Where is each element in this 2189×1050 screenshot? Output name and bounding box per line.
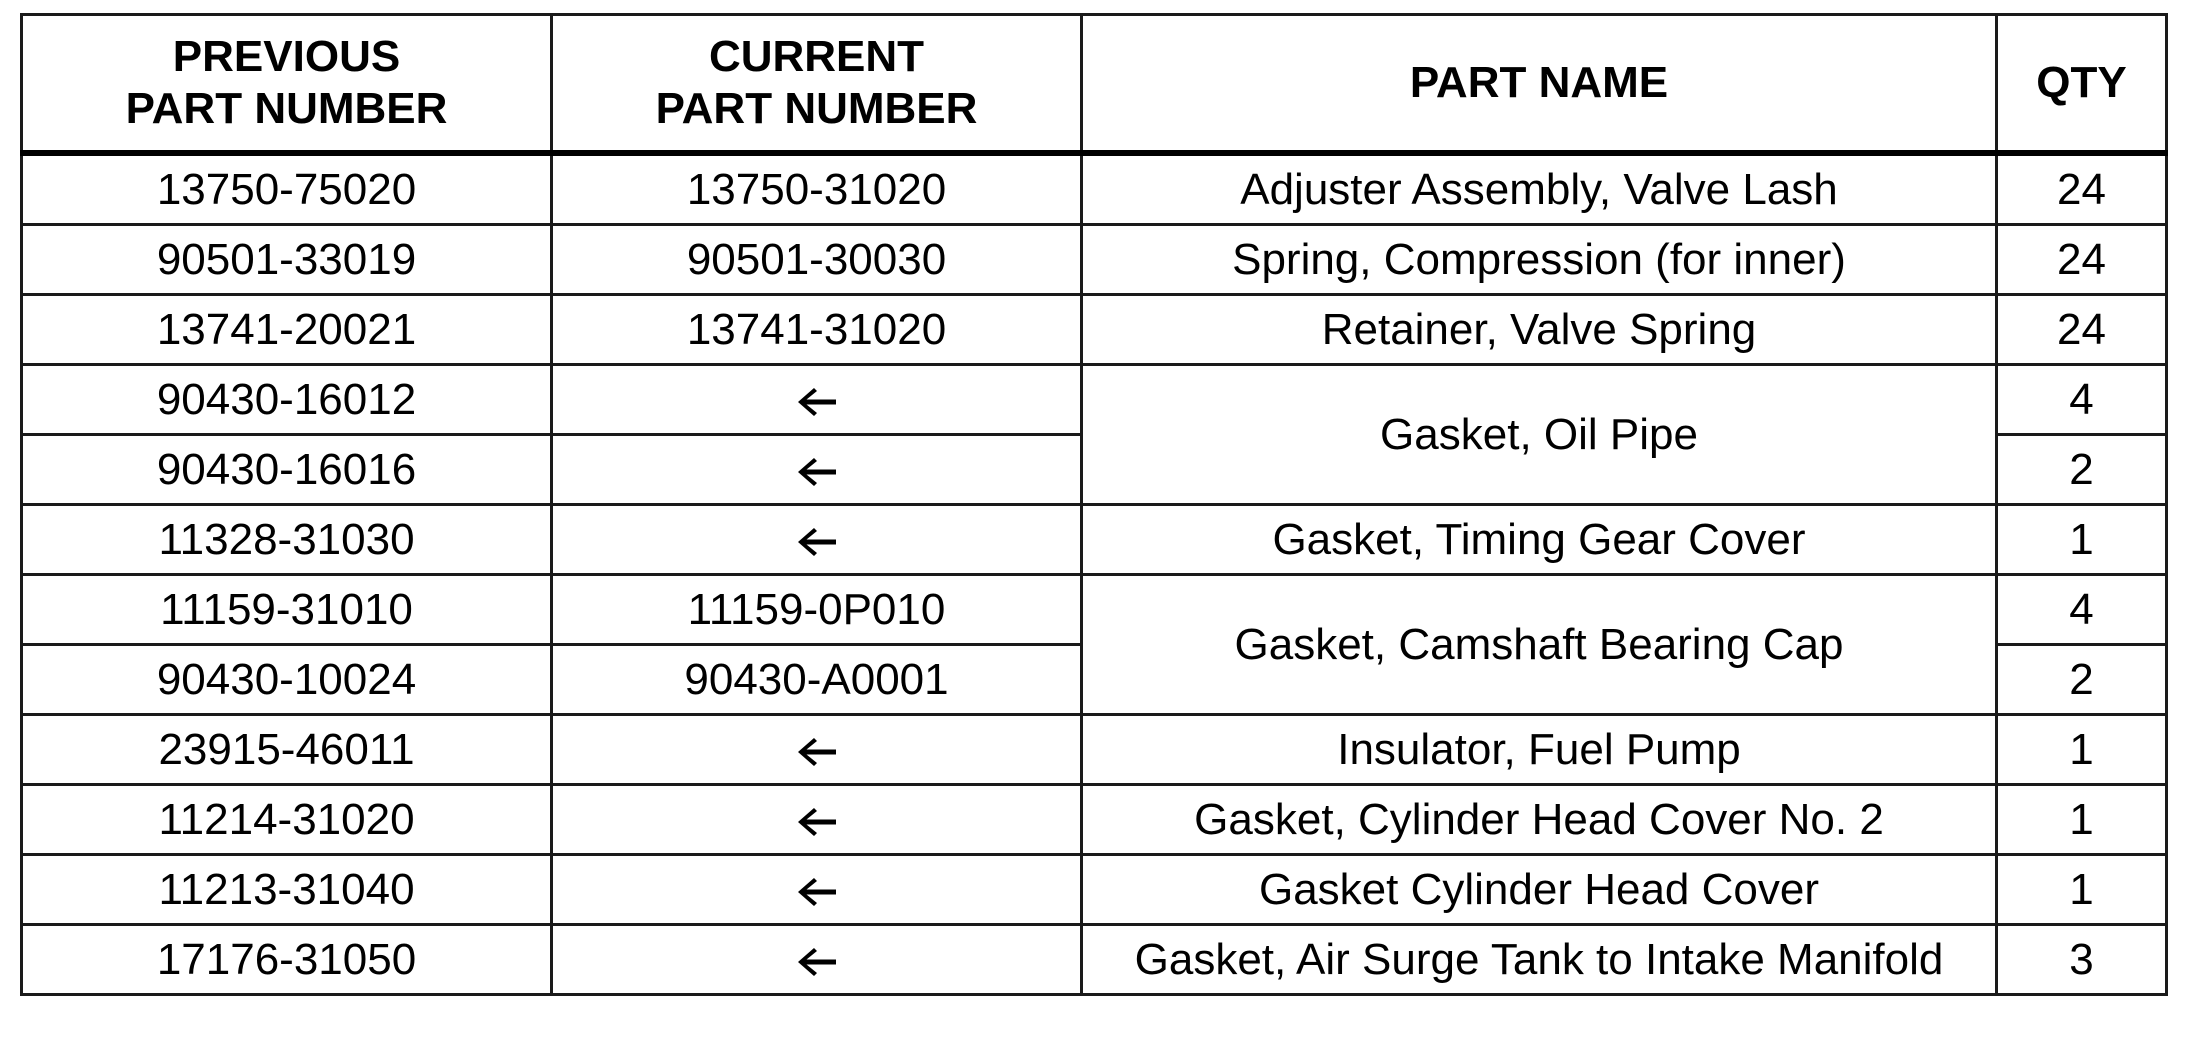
- current-part-number: 90501-30030: [552, 225, 1082, 295]
- quantity: 4: [1997, 575, 2167, 645]
- previous-part-number: 23915-46011: [22, 715, 552, 785]
- quantity: 1: [1997, 785, 2167, 855]
- current-part-number-same: [552, 505, 1082, 575]
- table-row: [22, 365, 2167, 435]
- quantity: 1: [1997, 715, 2167, 785]
- part-name: Gasket, Oil Pipe: [1082, 365, 1997, 505]
- current-part-number-same: [552, 365, 1082, 435]
- header-part-name: PART NAME: [1082, 15, 1997, 154]
- quantity: 24: [1997, 153, 2167, 225]
- left-arrow-icon: [796, 876, 838, 908]
- part-name: Retainer, Valve Spring: [1082, 295, 1997, 365]
- previous-part-number: 90430-10024: [22, 645, 552, 715]
- part-name: Gasket Cylinder Head Cover: [1082, 855, 1997, 925]
- left-arrow-icon: [796, 456, 838, 488]
- current-part-number-same: [552, 855, 1082, 925]
- quantity: 1: [1997, 855, 2167, 925]
- current-part-number: 90430-A0001: [552, 645, 1082, 715]
- quantity: 3: [1997, 925, 2167, 995]
- current-part-number-same: [552, 715, 1082, 785]
- previous-part-number: 11159-31010: [22, 575, 552, 645]
- part-name: Spring, Compression (for inner): [1082, 225, 1997, 295]
- previous-part-number: 17176-31050: [22, 925, 552, 995]
- table-row: [22, 505, 2167, 575]
- part-name: Gasket, Camshaft Bearing Cap: [1082, 575, 1997, 715]
- header-qty: QTY: [1997, 15, 2167, 154]
- table-row: [22, 225, 2167, 295]
- quantity: 24: [1997, 225, 2167, 295]
- part-name: Gasket, Cylinder Head Cover No. 2: [1082, 785, 1997, 855]
- left-arrow-icon: [796, 946, 838, 978]
- part-name: Adjuster Assembly, Valve Lash: [1082, 153, 1997, 225]
- header-row: [22, 15, 2167, 154]
- quantity: 2: [1997, 645, 2167, 715]
- part-name: Insulator, Fuel Pump: [1082, 715, 1997, 785]
- header-previous-part-number: PREVIOUS PART NUMBER: [22, 15, 552, 154]
- part-name: Gasket, Timing Gear Cover: [1082, 505, 1997, 575]
- quantity: 2: [1997, 435, 2167, 505]
- previous-part-number: 90501-33019: [22, 225, 552, 295]
- quantity: 4: [1997, 365, 2167, 435]
- table-row: [22, 785, 2167, 855]
- previous-part-number: 11213-31040: [22, 855, 552, 925]
- previous-part-number: 13750-75020: [22, 153, 552, 225]
- left-arrow-icon: [796, 386, 838, 418]
- table-row: [22, 153, 2167, 225]
- left-arrow-icon: [796, 806, 838, 838]
- table-row: [22, 295, 2167, 365]
- previous-part-number: 11328-31030: [22, 505, 552, 575]
- previous-part-number: 11214-31020: [22, 785, 552, 855]
- previous-part-number: 90430-16012: [22, 365, 552, 435]
- current-part-number-same: [552, 785, 1082, 855]
- header-current-part-number: CURRENT PART NUMBER: [552, 15, 1082, 154]
- current-part-number-same: [552, 925, 1082, 995]
- left-arrow-icon: [796, 736, 838, 768]
- current-part-number-same: [552, 435, 1082, 505]
- current-part-number: 11159-0P010: [552, 575, 1082, 645]
- quantity: 1: [1997, 505, 2167, 575]
- part-name: Gasket, Air Surge Tank to Intake Manifold: [1082, 925, 1997, 995]
- parts-table: [20, 13, 2168, 996]
- table-row: [22, 575, 2167, 645]
- current-part-number: 13741-31020: [552, 295, 1082, 365]
- current-part-number: 13750-31020: [552, 153, 1082, 225]
- table-row: [22, 855, 2167, 925]
- left-arrow-icon: [796, 526, 838, 558]
- table-row: [22, 925, 2167, 995]
- previous-part-number: 90430-16016: [22, 435, 552, 505]
- quantity: 24: [1997, 295, 2167, 365]
- table-row: [22, 715, 2167, 785]
- previous-part-number: 13741-20021: [22, 295, 552, 365]
